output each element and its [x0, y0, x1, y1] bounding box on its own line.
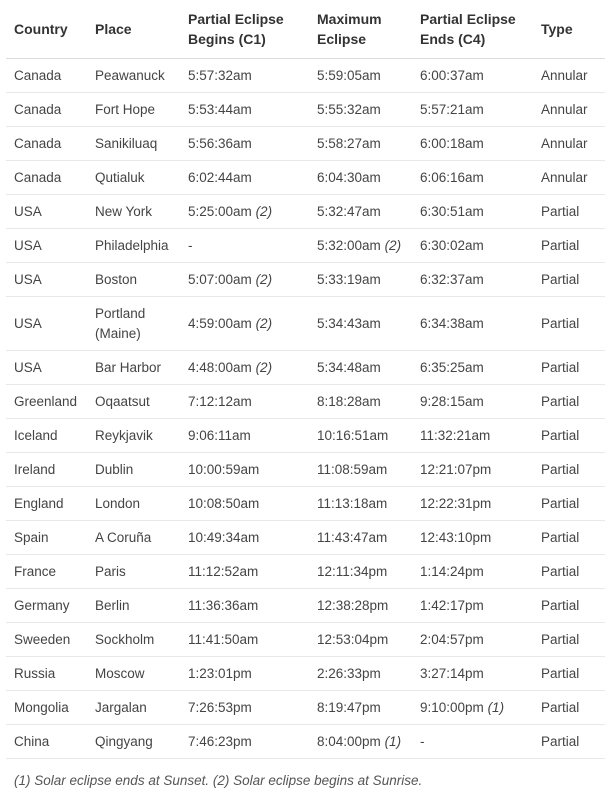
cell-maximum-value: 8:19:47pm [317, 699, 381, 715]
cell-country-value: USA [14, 271, 42, 287]
cell-country [6, 195, 87, 229]
cell-maximum [309, 229, 412, 263]
cell-partial-begins-value: 10:08:50am [188, 495, 260, 511]
cell-place-value: Paris [95, 563, 126, 579]
cell-partial-begins [180, 263, 309, 297]
header-partial-ends: Partial Eclipse Ends (C4) [412, 0, 533, 59]
cell-partial-ends [412, 487, 533, 521]
table-row [6, 589, 605, 623]
cell-place [87, 93, 180, 127]
cell-partial-begins-value: 5:53:44am [188, 101, 252, 117]
cell-maximum-value: 6:04:30am [317, 169, 381, 185]
cell-place [87, 487, 180, 521]
footnote-ref: (2) [384, 237, 402, 253]
cell-partial-ends-value: 3:27:14pm [420, 665, 484, 681]
cell-partial-begins [180, 297, 309, 351]
footnote-ref: (2) [255, 315, 273, 331]
cell-partial-ends-value: - [420, 733, 425, 749]
cell-partial-ends [412, 59, 533, 93]
footnote-ref: (1) [384, 733, 402, 749]
cell-partial-begins-value: 11:12:52am [188, 563, 259, 579]
cell-partial-ends [412, 297, 533, 351]
header-place: Place [87, 0, 180, 59]
cell-maximum-value: 5:55:32am [317, 101, 381, 117]
cell-type-value: Annular [541, 135, 588, 151]
cell-type-value: Partial [541, 393, 580, 409]
cell-partial-begins [180, 59, 309, 93]
table-row [6, 453, 605, 487]
cell-place [87, 453, 180, 487]
cell-maximum [309, 297, 412, 351]
cell-type [533, 555, 605, 589]
cell-partial-ends-value: 12:22:31pm [420, 495, 492, 511]
cell-partial-begins-value: 7:46:23pm [188, 733, 252, 749]
cell-partial-ends [412, 161, 533, 195]
cell-maximum-value: 5:32:00am [317, 237, 381, 253]
eclipse-times-table [6, 0, 605, 759]
cell-type-value: Partial [541, 563, 580, 579]
table-row [6, 93, 605, 127]
cell-partial-begins-value: 10:49:34am [188, 529, 260, 545]
cell-maximum [309, 263, 412, 297]
cell-type [533, 93, 605, 127]
cell-type-value: Partial [541, 461, 580, 477]
cell-type [533, 589, 605, 623]
cell-partial-ends [412, 657, 533, 691]
cell-partial-begins [180, 195, 309, 229]
cell-type-value: Partial [541, 733, 580, 749]
cell-maximum [309, 657, 412, 691]
table-row [6, 59, 605, 93]
cell-partial-begins-value: 5:07:00am [188, 271, 252, 287]
cell-partial-begins [180, 419, 309, 453]
cell-country-value: Canada [14, 101, 62, 117]
cell-partial-ends-value: 12:21:07pm [420, 461, 492, 477]
cell-place-value: Sockholm [95, 631, 155, 647]
cell-place-value: Bar Harbor [95, 359, 162, 375]
table-row [6, 351, 605, 385]
cell-partial-begins-value: - [188, 237, 193, 253]
cell-place [87, 419, 180, 453]
cell-place-value: Peawanuck [95, 67, 165, 83]
cell-type [533, 453, 605, 487]
cell-maximum [309, 725, 412, 759]
cell-place [87, 59, 180, 93]
cell-partial-ends-value: 11:32:21am [420, 427, 491, 443]
cell-type-value: Partial [541, 271, 580, 287]
cell-partial-ends-value: 6:30:51am [420, 203, 484, 219]
cell-country [6, 555, 87, 589]
cell-partial-ends [412, 555, 533, 589]
table-row [6, 657, 605, 691]
cell-type [533, 521, 605, 555]
cell-country-value: France [14, 563, 57, 579]
cell-place [87, 127, 180, 161]
cell-place-value: Berlin [95, 597, 130, 613]
cell-partial-ends [412, 93, 533, 127]
cell-partial-ends [412, 453, 533, 487]
cell-maximum [309, 487, 412, 521]
cell-place [87, 623, 180, 657]
cell-type [533, 195, 605, 229]
cell-maximum-value: 5:32:47am [317, 203, 381, 219]
cell-country [6, 127, 87, 161]
cell-place [87, 691, 180, 725]
footnote-ref: (2) [255, 203, 273, 219]
cell-type-value: Annular [541, 101, 588, 117]
cell-partial-ends-value: 6:00:18am [420, 135, 484, 151]
cell-place [87, 555, 180, 589]
cell-partial-begins-value: 11:36:36am [188, 597, 259, 613]
cell-type-value: Partial [541, 699, 580, 715]
cell-type [533, 385, 605, 419]
cell-partial-begins [180, 229, 309, 263]
cell-maximum [309, 419, 412, 453]
footnote-ref: (1) [487, 699, 505, 715]
cell-partial-begins-value: 6:02:44am [188, 169, 252, 185]
cell-type [533, 419, 605, 453]
cell-maximum [309, 521, 412, 555]
cell-maximum [309, 351, 412, 385]
cell-country [6, 297, 87, 351]
cell-partial-ends [412, 521, 533, 555]
cell-partial-begins [180, 555, 309, 589]
cell-country-value: China [14, 733, 50, 749]
cell-partial-ends [412, 229, 533, 263]
cell-maximum [309, 93, 412, 127]
cell-maximum-value: 5:34:43am [317, 315, 381, 331]
cell-maximum-value: 5:58:27am [317, 135, 381, 151]
cell-country-value: Sweeden [14, 631, 71, 647]
cell-type-value: Partial [541, 665, 580, 681]
table-body [6, 59, 605, 759]
cell-place-value: Reykjavik [95, 427, 153, 443]
cell-partial-ends [412, 419, 533, 453]
cell-maximum-value: 12:38:28pm [317, 597, 389, 613]
cell-type-value: Partial [541, 597, 580, 613]
cell-partial-begins-value: 7:26:53pm [188, 699, 252, 715]
cell-maximum-value: 5:34:48am [317, 359, 381, 375]
cell-partial-ends-value: 9:28:15am [420, 393, 484, 409]
cell-place [87, 521, 180, 555]
cell-partial-begins [180, 161, 309, 195]
cell-type [533, 297, 605, 351]
cell-type-value: Partial [541, 359, 580, 375]
cell-type [533, 623, 605, 657]
cell-partial-begins [180, 93, 309, 127]
cell-partial-ends-value: 6:34:38am [420, 315, 484, 331]
cell-country [6, 453, 87, 487]
cell-maximum-value: 12:11:34pm [317, 563, 388, 579]
cell-maximum [309, 385, 412, 419]
table-row [6, 161, 605, 195]
cell-maximum [309, 691, 412, 725]
cell-type [533, 127, 605, 161]
cell-maximum [309, 127, 412, 161]
cell-partial-begins [180, 453, 309, 487]
cell-place-value: Fort Hope [95, 101, 156, 117]
cell-country-value: Germany [14, 597, 70, 613]
cell-country-value: USA [14, 237, 42, 253]
cell-partial-begins-value: 4:48:00am [188, 359, 252, 375]
cell-place-value: Jargalan [95, 699, 147, 715]
cell-place [87, 351, 180, 385]
cell-partial-ends [412, 725, 533, 759]
cell-partial-ends-value: 6:32:37am [420, 271, 484, 287]
cell-partial-begins [180, 521, 309, 555]
cell-partial-ends-value: 2:04:57pm [420, 631, 484, 647]
cell-partial-begins [180, 623, 309, 657]
cell-maximum-value: 10:16:51am [317, 427, 389, 443]
table-row [6, 229, 605, 263]
cell-maximum-value: 11:43:47am [317, 529, 388, 545]
cell-type [533, 691, 605, 725]
table-row [6, 623, 605, 657]
header-country: Country [6, 0, 87, 59]
cell-maximum-value: 5:59:05am [317, 67, 381, 83]
cell-place [87, 657, 180, 691]
cell-partial-ends [412, 691, 533, 725]
cell-partial-ends [412, 127, 533, 161]
cell-country [6, 419, 87, 453]
cell-partial-ends-value: 6:00:37am [420, 67, 484, 83]
cell-country-value: USA [14, 203, 42, 219]
cell-partial-ends-value: 1:42:17pm [420, 597, 484, 613]
cell-country-value: Canada [14, 67, 62, 83]
cell-type [533, 229, 605, 263]
table-row [6, 419, 605, 453]
footnote-ref: (2) [255, 359, 273, 375]
cell-type-value: Partial [541, 203, 580, 219]
cell-type [533, 725, 605, 759]
cell-place [87, 195, 180, 229]
cell-place [87, 385, 180, 419]
cell-place-value: Philadelphia [95, 237, 169, 253]
cell-country-value: Spain [14, 529, 49, 545]
header-row [6, 0, 605, 59]
cell-country-value: Canada [14, 169, 62, 185]
cell-maximum-value: 2:26:33pm [317, 665, 381, 681]
cell-partial-ends-value: 6:35:25am [420, 359, 484, 375]
table-row [6, 127, 605, 161]
cell-place-value: Qutialuk [95, 169, 145, 185]
cell-country [6, 691, 87, 725]
cell-country [6, 657, 87, 691]
cell-country [6, 93, 87, 127]
cell-partial-begins-value: 7:12:12am [188, 393, 252, 409]
cell-type-value: Partial [541, 495, 580, 511]
cell-maximum [309, 59, 412, 93]
cell-maximum [309, 161, 412, 195]
cell-partial-ends-value: 9:10:00pm [420, 699, 484, 715]
cell-partial-begins [180, 691, 309, 725]
cell-type-value: Partial [541, 237, 580, 253]
cell-country-value: England [14, 495, 64, 511]
cell-type-value: Partial [541, 427, 580, 443]
cell-country [6, 351, 87, 385]
cell-type-value: Annular [541, 169, 588, 185]
cell-partial-ends-value: 1:14:24pm [420, 563, 484, 579]
header-partial-begins: Partial Eclipse Begins (C1) [180, 0, 309, 59]
cell-type [533, 351, 605, 385]
footnote: (1) Solar eclipse ends at Sunset. (2) Solar eclipse begins at Sunrise. [14, 773, 423, 788]
cell-country [6, 263, 87, 297]
cell-partial-begins-value: 5:56:36am [188, 135, 252, 151]
cell-place [87, 297, 180, 351]
cell-partial-begins [180, 127, 309, 161]
cell-maximum [309, 195, 412, 229]
cell-type-value: Partial [541, 631, 580, 647]
cell-place-value: Dublin [95, 461, 134, 477]
cell-partial-ends-value: 6:30:02am [420, 237, 484, 253]
cell-place-value: A Coruña [95, 529, 152, 545]
cell-maximum-value: 11:08:59am [317, 461, 388, 477]
cell-partial-ends [412, 385, 533, 419]
table-header [6, 0, 605, 59]
cell-type-value: Annular [541, 67, 588, 83]
cell-country [6, 385, 87, 419]
cell-maximum-value: 8:18:28am [317, 393, 381, 409]
cell-place-value: New York [95, 203, 153, 219]
cell-partial-begins-value: 9:06:11am [188, 427, 251, 443]
table-row [6, 297, 605, 351]
cell-country-value: USA [14, 315, 42, 331]
cell-type [533, 487, 605, 521]
cell-country-value: Mongolia [14, 699, 69, 715]
cell-maximum-value: 12:53:04pm [317, 631, 389, 647]
cell-type [533, 161, 605, 195]
cell-country [6, 487, 87, 521]
cell-place-value: Moscow [95, 665, 145, 681]
cell-place [87, 229, 180, 263]
cell-partial-ends [412, 351, 533, 385]
cell-country-value: Canada [14, 135, 62, 151]
cell-partial-ends-value: 6:06:16am [420, 169, 484, 185]
cell-country [6, 229, 87, 263]
table-row [6, 487, 605, 521]
cell-country [6, 59, 87, 93]
cell-partial-begins [180, 487, 309, 521]
cell-place [87, 161, 180, 195]
cell-partial-begins [180, 351, 309, 385]
cell-country-value: Iceland [14, 427, 58, 443]
cell-place-value: Portland (Maine) [95, 305, 146, 341]
cell-place-value: London [95, 495, 141, 511]
cell-partial-begins-value: 5:57:32am [188, 67, 252, 83]
cell-type [533, 59, 605, 93]
cell-country-value: Greenland [14, 393, 78, 409]
cell-place-value: Qingyang [95, 733, 153, 749]
table-row [6, 385, 605, 419]
cell-partial-begins-value: 1:23:01pm [188, 665, 252, 681]
cell-partial-begins-value: 4:59:00am [188, 315, 252, 331]
cell-place [87, 263, 180, 297]
footnote-ref: (2) [255, 271, 273, 287]
cell-partial-begins-value: 10:00:59am [188, 461, 260, 477]
cell-country-value: Russia [14, 665, 56, 681]
cell-type [533, 263, 605, 297]
cell-type-value: Partial [541, 315, 580, 331]
cell-partial-begins [180, 657, 309, 691]
cell-maximum [309, 589, 412, 623]
cell-type [533, 657, 605, 691]
table-row [6, 725, 605, 759]
cell-partial-begins [180, 589, 309, 623]
cell-country [6, 521, 87, 555]
cell-partial-begins-value: 11:41:50am [188, 631, 259, 647]
cell-maximum-value: 5:33:19am [317, 271, 381, 287]
cell-maximum [309, 623, 412, 657]
table-row [6, 195, 605, 229]
cell-partial-begins [180, 385, 309, 419]
cell-country-value: Ireland [14, 461, 56, 477]
table-row [6, 521, 605, 555]
cell-country [6, 589, 87, 623]
table-row [6, 263, 605, 297]
header-maximum: Maximum Eclipse [309, 0, 412, 59]
cell-place-value: Boston [95, 271, 138, 287]
cell-place [87, 725, 180, 759]
cell-maximum [309, 555, 412, 589]
cell-place-value: Oqaatsut [95, 393, 150, 409]
cell-partial-ends [412, 589, 533, 623]
cell-partial-ends-value: 12:43:10pm [420, 529, 492, 545]
header-type: Type [533, 0, 605, 59]
cell-maximum-value: 8:04:00pm [317, 733, 381, 749]
cell-type-value: Partial [541, 529, 580, 545]
cell-country-value: USA [14, 359, 42, 375]
cell-place-value: Sanikiluaq [95, 135, 158, 151]
cell-maximum [309, 453, 412, 487]
cell-partial-ends-value: 5:57:21am [420, 101, 484, 117]
cell-partial-ends [412, 623, 533, 657]
cell-country [6, 161, 87, 195]
cell-place [87, 589, 180, 623]
cell-partial-ends [412, 195, 533, 229]
cell-country [6, 623, 87, 657]
table-row [6, 691, 605, 725]
cell-partial-ends [412, 263, 533, 297]
table-row [6, 555, 605, 589]
cell-country [6, 725, 87, 759]
cell-partial-begins [180, 725, 309, 759]
cell-partial-begins-value: 5:25:00am [188, 203, 252, 219]
cell-maximum-value: 11:13:18am [317, 495, 388, 511]
